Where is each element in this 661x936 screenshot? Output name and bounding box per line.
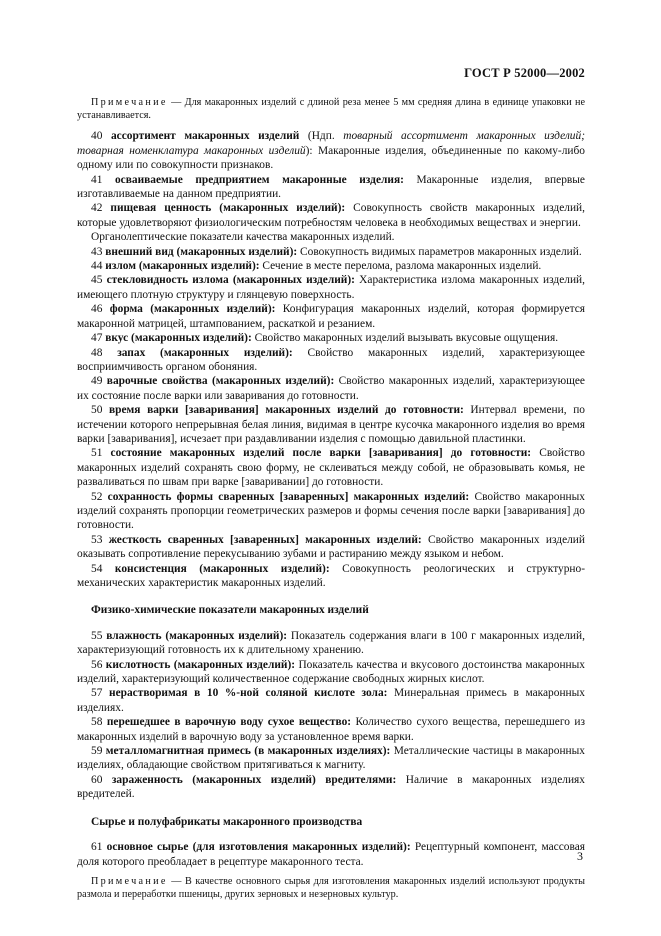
section-heading-physicochemical: Физико-химические показатели макаронных изделий — [91, 604, 369, 617]
term: состояние макаронных изделий после варки [заваривания] до готовности: — [110, 447, 532, 460]
term-entry-49 — [77, 374, 585, 403]
entry-number: 46 — [91, 303, 103, 316]
entry-number: 41 — [91, 173, 103, 186]
entry-number: 57 — [91, 687, 103, 700]
definition: Конфигурация макаронных изделий, которая формируется макаронной матрицей, штампованием, раскаткой и резанием. — [77, 303, 585, 330]
term-entry-47 — [77, 331, 585, 345]
entry-number: 45 — [91, 274, 103, 287]
term: внешний вид (макаронных изделий): — [105, 245, 298, 258]
entry-number: 42 — [91, 202, 103, 215]
entry-number: 49 — [91, 375, 103, 388]
term-entry-43 — [77, 245, 585, 259]
term-entry-44 — [77, 259, 585, 273]
term: зараженность (макаронных изделий) вредителями: — [111, 773, 397, 786]
entry-number: 43 — [91, 245, 103, 258]
entry-number: 56 — [91, 658, 103, 671]
note-text: — В качестве основного сырья для изготовления макаронных изделий используют продукты размола и переработки пшеницы, других зерновых и незерновых культур. — [77, 875, 585, 901]
definition: Свойство макаронных изделий оказывать сопротивление перекусыванию зубами и растиранию между языком и небом. — [77, 533, 585, 561]
page-number: 3 — [577, 849, 583, 863]
definition: Показатель содержания влаги в 100 г макаронных изделий, характеризующий готовность их к длительному хранению. — [77, 629, 585, 657]
term: стекловидность излома (макаронных изделий): — [106, 274, 355, 287]
definition: Совокупность видимых параметров макаронных изделий. — [297, 245, 582, 258]
term: перешедшее в варочную воду сухое вещество: — [106, 716, 352, 729]
term: основное сырье (для изготовления макаронных изделий): — [106, 841, 411, 854]
definition: Показатель качества и вкусового достоинства макаронных изделий, характеризующий количественное содержание свободных жирных кислот. — [77, 658, 585, 686]
document-body — [77, 96, 585, 908]
note-label: Примечание — [91, 97, 168, 108]
entry-number: 52 — [91, 490, 103, 503]
term-entry-50 — [77, 403, 585, 446]
entry-number: 48 — [91, 346, 103, 359]
term: варочные свойства (макаронных изделий): — [106, 375, 335, 388]
deprecated-synonym: товарный ассортимент макаронных изделий; товарная номенклатура макаронных изделий — [77, 130, 585, 157]
term-entry-40 — [77, 129, 585, 172]
note-paragraph-2 — [77, 875, 585, 901]
definition: Сечение в месте перелома, разлома макаронных изделий. — [259, 260, 542, 273]
term-entry-52 — [77, 490, 585, 533]
entry-number: 47 — [91, 332, 103, 345]
term-entry-46 — [77, 302, 585, 331]
term-entry-53 — [77, 533, 585, 562]
term: нерастворимая в 10 %-ной соляной кислоте зола: — [109, 687, 388, 700]
term-entry-48 — [77, 346, 585, 375]
note-label: Примечание — [91, 875, 168, 887]
entry-number: 55 — [91, 629, 103, 642]
entry-number: 51 — [91, 447, 103, 460]
definition: Минеральная примесь в макаронных изделиях. — [77, 687, 585, 714]
entry-number: 50 — [91, 404, 103, 417]
term-aside: (Ндп. — [299, 130, 344, 143]
definition: Количество сухого вещества, перешедшего из макаронных изделий в варочную воду за установленное время варки. — [77, 716, 585, 743]
term: запах (макаронных изделий): — [117, 346, 293, 359]
term-entry-61 — [77, 840, 585, 869]
term: влажность (макаронных изделий): — [106, 629, 288, 642]
note-text: — Для макаронных изделий с длиной реза менее 5 мм средняя длина в единице упаковки не устанавливается. — [77, 97, 585, 122]
definition: Рецептурный компонент, массовая доля которого преобладает в рецептуре макаронного теста. — [77, 841, 585, 868]
entry-number: 40 — [91, 130, 103, 143]
entry-number: 58 — [91, 716, 103, 729]
definition: Свойство макаронных изделий вызывать вкусовые ощущения. — [251, 332, 559, 345]
entry-number: 60 — [91, 773, 103, 786]
entry-number: 59 — [91, 745, 103, 758]
definition: Интервал времени, по истечении которого непрерывная белая линия, видимая в центре кусочка макаронного изделия во время варки [заваривания], исчезает при раздавливании изделия с помощью давильной пластинки. — [77, 404, 585, 445]
section-heading-raw-materials: Сырье и полуфабрикаты макаронного производства — [91, 815, 363, 828]
term: время варки [заваривания] макаронных изделий до готовности: — [109, 404, 464, 417]
term: металломагнитная примесь (в макаронных изделиях): — [105, 745, 391, 758]
definition: Наличие в макаронных изделиях вредителей. — [77, 773, 585, 801]
note-paragraph — [77, 96, 585, 122]
term: ассортимент макаронных изделий — [110, 130, 300, 143]
term: сохранность формы сваренных [заваренных] макаронных изделий: — [107, 490, 470, 503]
term: излом (макаронных изделий): — [105, 260, 260, 273]
term: форма (макаронных изделий): — [109, 303, 276, 316]
document-header: ГОСТ Р 52000—2002 — [464, 66, 585, 80]
term: пищевая ценность (макаронных изделий): — [110, 202, 346, 215]
term-entry-60 — [77, 773, 585, 802]
term: вкус (макаронных изделий): — [105, 332, 252, 345]
definition: Совокупность свойств макаронных изделий, которые удовлетворяют физиологическим потребностям человека в необходимых веществах и энергии. — [77, 202, 585, 229]
definition: ): Макаронные изделия, объединенные по какому-либо одному или по совокупности признаков. — [77, 144, 585, 172]
definition: Свойство макаронных изделий сохранять свою форму, не склеиваться между собой, не образовывать комья, не разваливаться по швам при варке [заваривании] до готовности. — [77, 447, 585, 489]
term: осваиваемые предприятием макаронные изделия: — [114, 173, 404, 186]
term-entry-42 — [77, 201, 585, 230]
term-entry-45 — [77, 273, 585, 302]
entry-number: 44 — [91, 260, 103, 273]
definition: Металлические частицы в макаронных изделиях, обладающие свойством притягиваться к магниту. — [77, 745, 585, 772]
term-entry-59 — [77, 744, 585, 773]
term-entry-56 — [77, 658, 585, 687]
term-entry-55 — [77, 629, 585, 658]
definition: Свойство макаронных изделий, характеризующее их состояние после варки или заваривания до готовности. — [77, 375, 585, 402]
term-entry-58 — [77, 715, 585, 744]
definition: Характеристика излома макаронных изделий, имеющего плотную структуру и глянцевую поверхность. — [77, 274, 586, 301]
definition: Свойство макаронных изделий, характеризующее восприимчивость органом обоняния. — [77, 346, 585, 373]
term: консистенция (макаронных изделий): — [114, 562, 330, 575]
term-entry-57 — [77, 686, 585, 715]
term: кислотность (макаронных изделий): — [105, 658, 296, 671]
definition: Макаронные изделия, впервые изготавливаемые на данном предприятии. — [77, 173, 585, 201]
term-entry-54 — [77, 562, 585, 591]
entry-number: 61 — [91, 841, 103, 854]
term: жесткость сваренных [заваренных] макаронных изделий: — [108, 533, 422, 546]
definition: Свойство макаронных изделий сохранять пропорции геометрических размеров и формы сечения после варки [заваривания] до готовности. — [77, 490, 585, 532]
term-entry-51 — [77, 446, 585, 489]
term-entry-41 — [77, 173, 585, 202]
entry-number: 54 — [91, 562, 103, 575]
organoleptic-heading: Органолептические показатели качества макаронных изделий. — [91, 231, 395, 244]
definition: Совокупность реологических и структурно-механических характеристик макаронных изделий. — [77, 562, 585, 589]
entry-number: 53 — [91, 533, 103, 546]
